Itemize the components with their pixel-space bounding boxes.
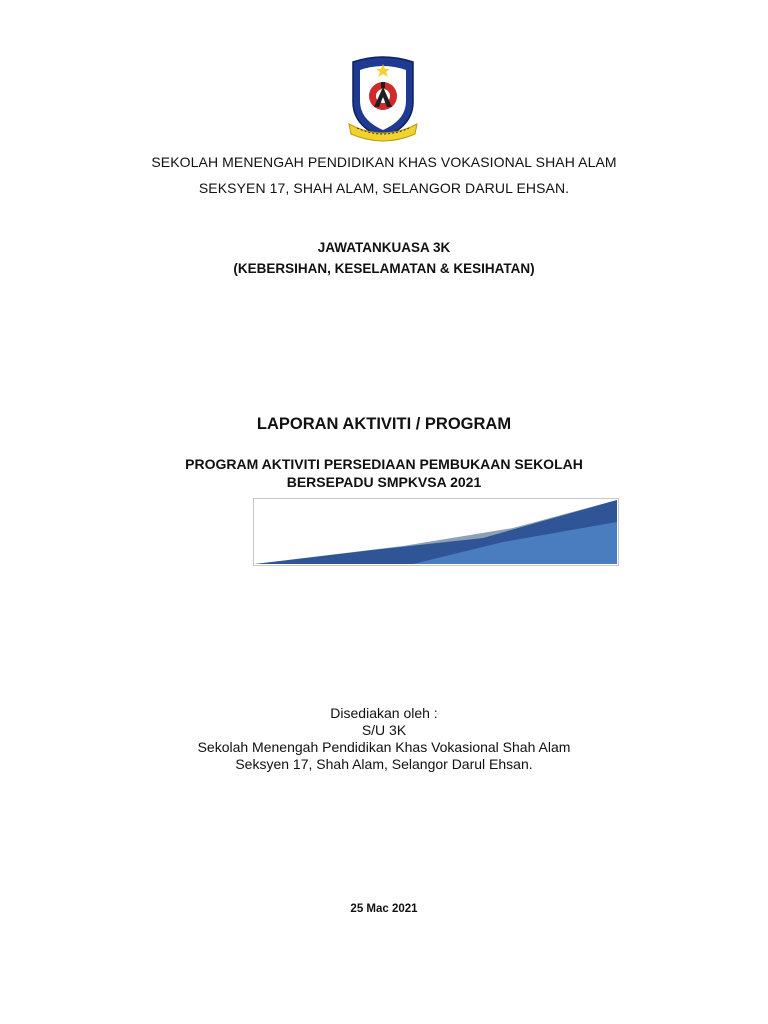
report-date: 25 Mac 2021 bbox=[350, 903, 418, 915]
prepared-by-address: Seksyen 17, Shah Alam, Selangor Darul Ehsan. bbox=[235, 756, 533, 772]
school-address: SEKSYEN 17, SHAH ALAM, SELANGOR DARUL EHSAN. bbox=[198, 180, 570, 196]
report-title: LAPORAN AKTIVITI / PROGRAM bbox=[256, 415, 512, 433]
program-title-line2: BERSEPADU SMPKVSA 2021 bbox=[286, 474, 482, 490]
committee-name: JAWATANKUASA 3K bbox=[317, 240, 451, 255]
school-crest-icon bbox=[343, 54, 423, 144]
prepared-by-role: S/U 3K bbox=[361, 722, 407, 738]
decorative-wave-banner bbox=[253, 498, 619, 566]
school-name: SEKOLAH MENENGAH PENDIDIKAN KHAS VOKASIONAL SHAH ALAM bbox=[151, 154, 617, 170]
program-title-line1: PROGRAM AKTIVITI PERSEDIAAN PEMBUKAAN SEKOLAH bbox=[185, 456, 583, 472]
prepared-by-label: Disediakan oleh : bbox=[330, 705, 438, 721]
committee-description: (KEBERSIHAN, KESELAMATAN & KESIHATAN) bbox=[233, 261, 535, 276]
prepared-by-school: Sekolah Menengah Pendidikan Khas Vokasional Shah Alam bbox=[197, 739, 571, 755]
